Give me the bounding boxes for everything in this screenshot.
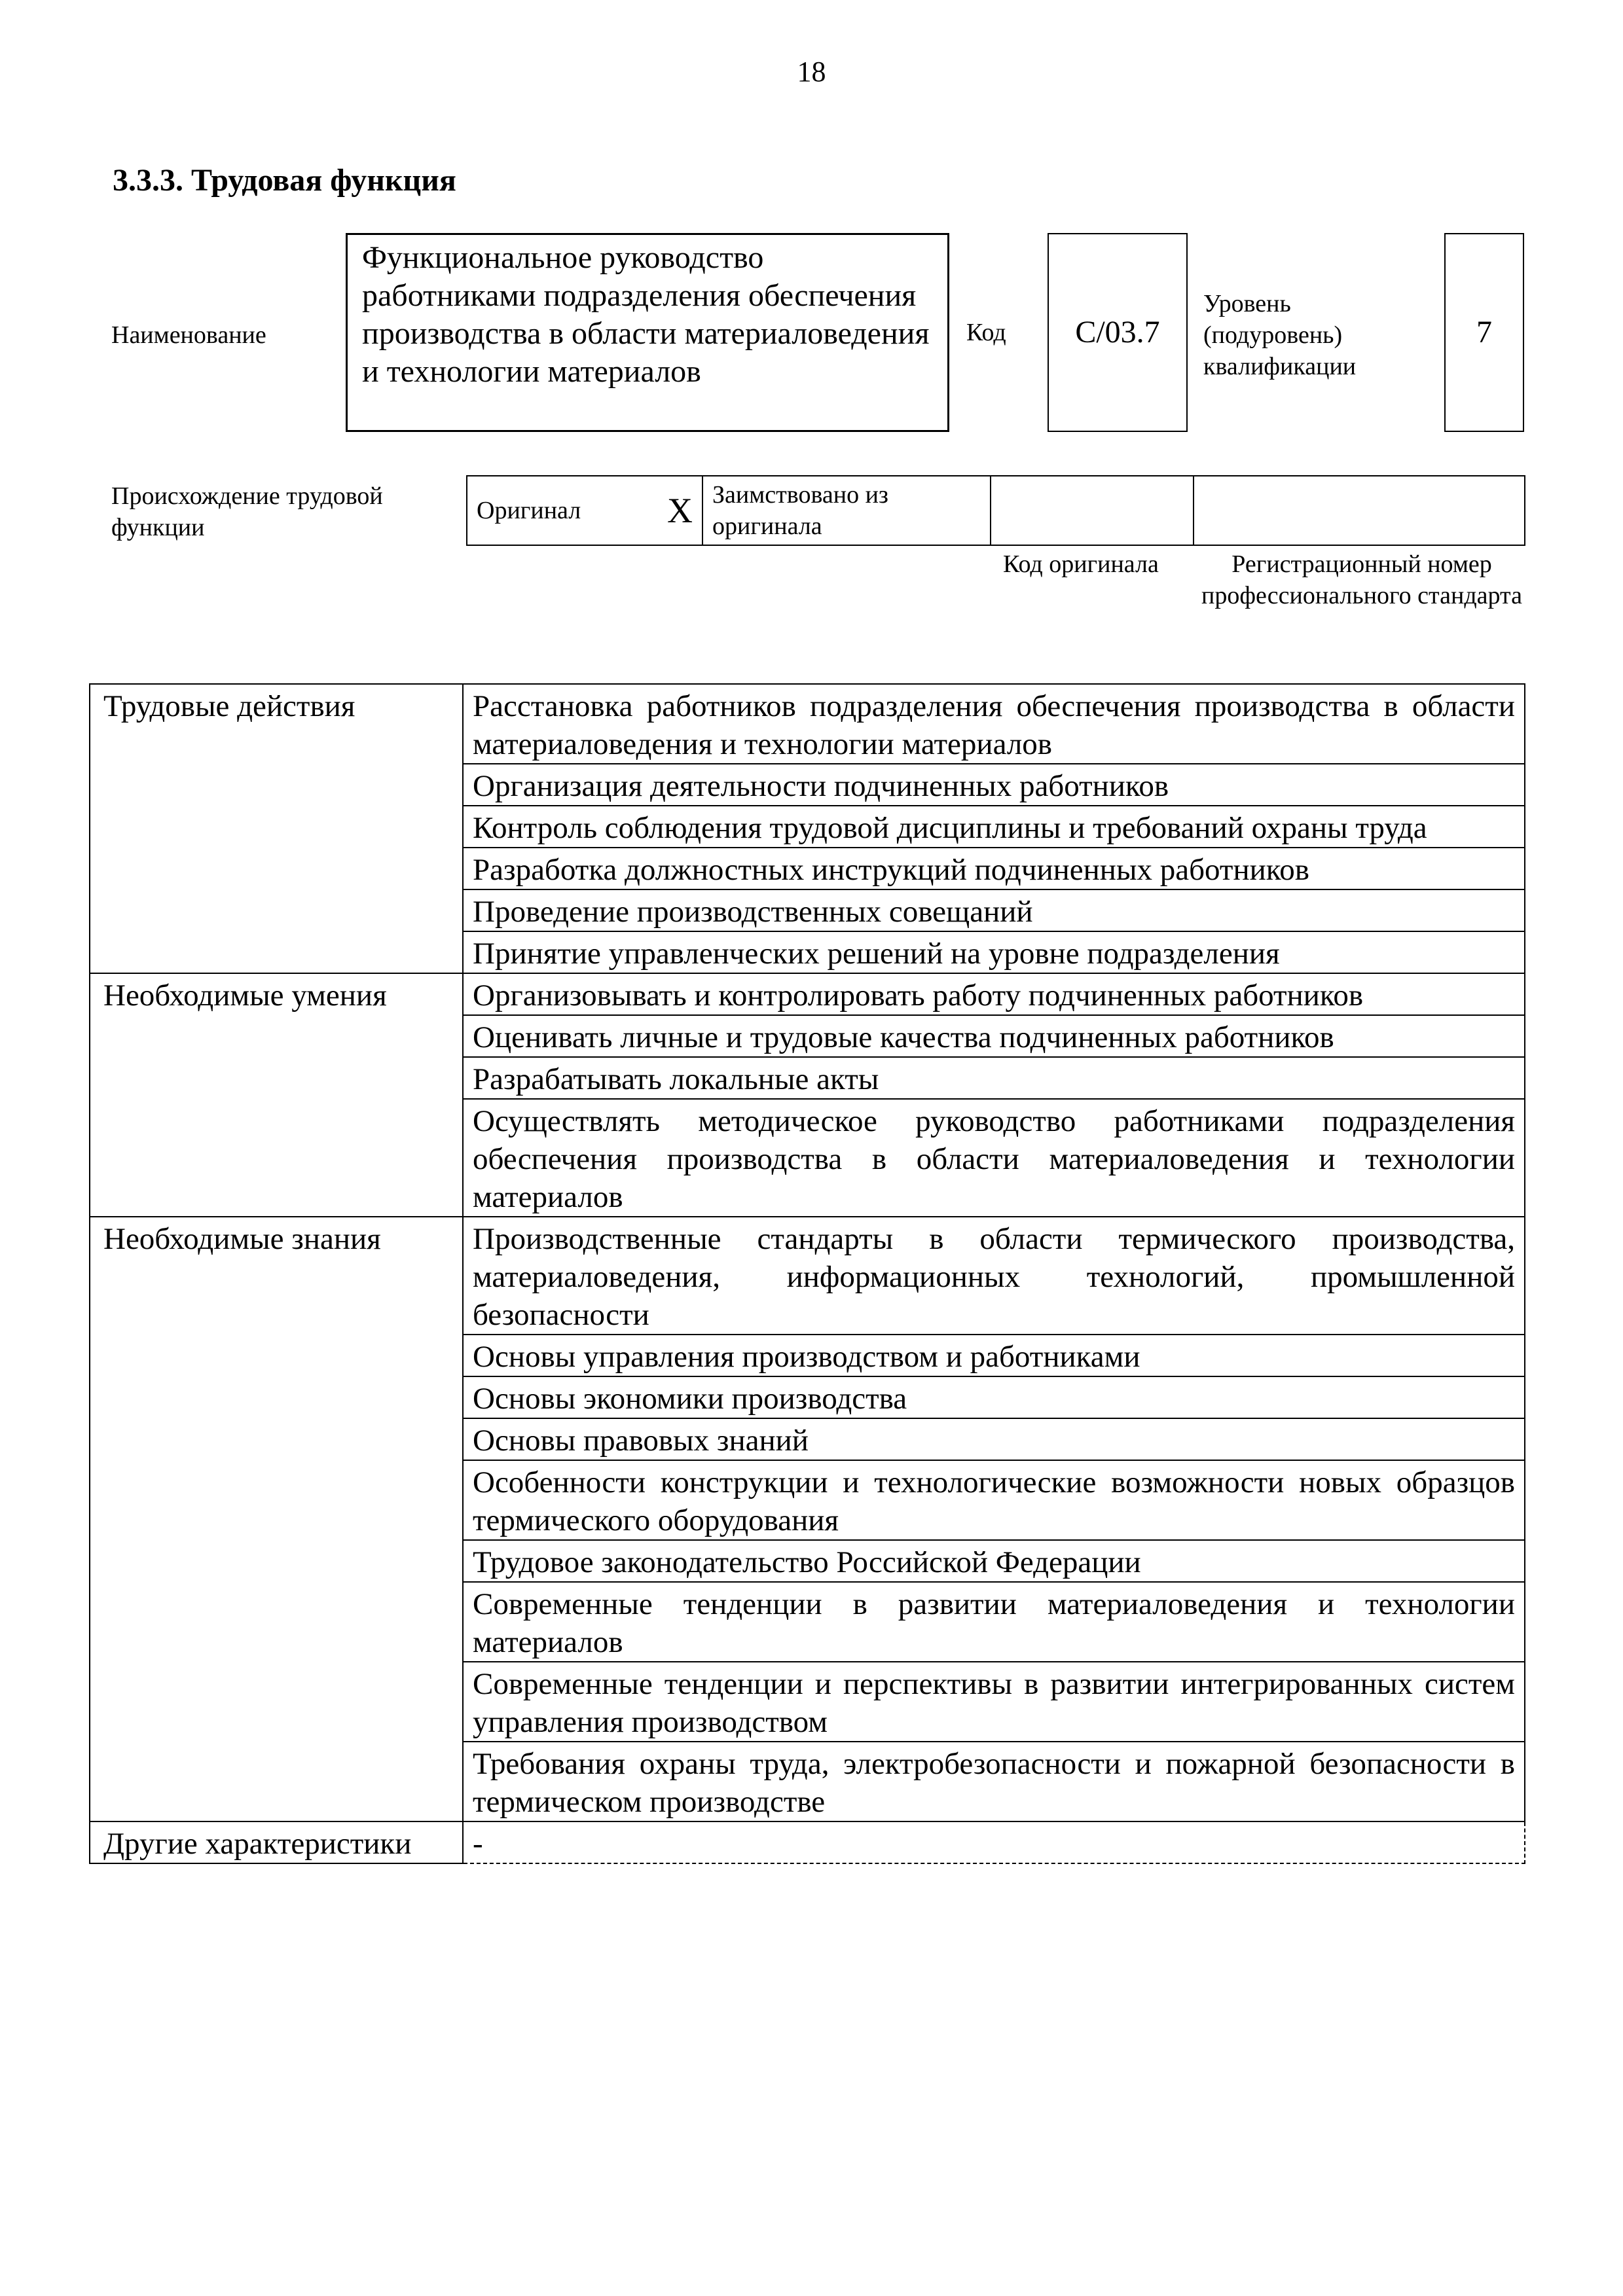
section-heading-continuation — [90, 1335, 463, 1376]
function-name-box — [346, 233, 949, 432]
original-mark: X — [667, 491, 693, 530]
table-row — [90, 1662, 1525, 1742]
origin-table — [466, 475, 1525, 546]
list-item: Разрабатывать локальные акты — [463, 1057, 1525, 1099]
table-row — [90, 1460, 1525, 1540]
table-row — [90, 764, 1525, 806]
list-item: Принятие управленческих решений на уровне подразделения — [463, 931, 1525, 973]
list-item: Оценивать личные и трудовые качества подчиненных работников — [463, 1015, 1525, 1057]
level-box — [1444, 233, 1524, 432]
section-heading-continuation — [90, 1376, 463, 1418]
reg-caption: Регистрационный номер профессионального стандарта — [1201, 550, 1522, 609]
list-item: Современные тенденции и перспективы в развитии интегрированных систем управления производством — [463, 1662, 1525, 1742]
borrowed-cell — [702, 476, 991, 545]
section-heading-continuation — [90, 1057, 463, 1099]
section-heading-continuation — [90, 1662, 463, 1742]
list-item: Производственные стандарты в области термического производства, материаловедения, информационных технологий, промышленной безопасности — [463, 1217, 1525, 1335]
list-item: Современные тенденции в развитии материаловедения и технологии материалов — [463, 1582, 1525, 1662]
table-row — [90, 1540, 1525, 1582]
code-caption: Код оригинала — [1003, 550, 1159, 578]
table-row — [90, 931, 1525, 973]
table-row — [90, 1821, 1525, 1863]
list-item: Трудовое законодательство Российской Федерации — [463, 1540, 1525, 1582]
list-item: Осуществлять методическое руководство работниками подразделения обеспечения производства в области материаловедения и технологии материалов — [463, 1099, 1525, 1217]
list-item: Контроль соблюдения трудовой дисциплины и требований охраны труда — [463, 806, 1525, 848]
borrowed-label: Заимствовано из оригинала — [712, 481, 888, 540]
section-heading-continuation — [90, 1582, 463, 1662]
level-label: Уровень (подуровень) квалификации — [1203, 290, 1357, 380]
table-row — [90, 1099, 1525, 1217]
section-heading-continuation — [90, 1099, 463, 1217]
list-item: - — [463, 1821, 1525, 1863]
section-heading-continuation — [90, 848, 463, 889]
section-heading-continuation — [90, 931, 463, 973]
table-row — [90, 1418, 1525, 1460]
list-item: Основы правовых знаний — [463, 1418, 1525, 1460]
list-item: Требования охраны труда, электробезопасности и пожарной безопасности в термическом производстве — [463, 1742, 1525, 1821]
code-box — [1048, 233, 1188, 432]
list-item: Основы экономики производства — [463, 1376, 1525, 1418]
table-row — [90, 1217, 1525, 1335]
reg-number-cell — [1194, 476, 1525, 545]
function-name-value: Функциональное руководство работниками подразделения обеспечения производства в области материаловедения и технологии материалов — [362, 240, 930, 389]
section-heading: Необходимые знания — [90, 1217, 463, 1335]
section-heading: Необходимые умения — [90, 973, 463, 1015]
level-value: 7 — [1476, 315, 1492, 350]
original-code-cell — [991, 476, 1194, 545]
section-heading-continuation — [90, 1015, 463, 1057]
page-number: 18 — [797, 56, 826, 88]
section-heading-continuation — [90, 1540, 463, 1582]
section-heading-continuation — [90, 1460, 463, 1540]
table-row — [90, 1742, 1525, 1821]
section-heading-continuation — [90, 1742, 463, 1821]
table-row — [90, 1057, 1525, 1099]
list-item: Особенности конструкции и технологические возможности новых образцов термического оборудования — [463, 1460, 1525, 1540]
table-row — [90, 889, 1525, 931]
list-item: Расстановка работников подразделения обеспечения производства в области материаловедения и технологии материалов — [463, 684, 1525, 764]
table-row — [90, 806, 1525, 848]
section-heading-continuation — [90, 1418, 463, 1460]
section-heading: Трудовые действия — [90, 684, 463, 764]
name-label: Наименование — [111, 321, 266, 349]
table-row — [90, 1376, 1525, 1418]
list-item: Организация деятельности подчиненных работников — [463, 764, 1525, 806]
section-title: 3.3.3. Трудовая функция — [113, 163, 456, 198]
list-item: Основы управления производством и работниками — [463, 1335, 1525, 1376]
original-label: Оригинал — [477, 497, 581, 524]
section-heading-continuation — [90, 806, 463, 848]
code-label: Код — [966, 319, 1006, 346]
table-row — [90, 1335, 1525, 1376]
list-item: Организовывать и контролировать работу подчиненных работников — [463, 973, 1525, 1015]
table-row — [90, 1015, 1525, 1057]
section-heading-continuation — [90, 889, 463, 931]
table-row — [90, 973, 1525, 1015]
list-item: Проведение производственных совещаний — [463, 889, 1525, 931]
table-row — [90, 684, 1525, 764]
list-item: Разработка должностных инструкций подчиненных работников — [463, 848, 1525, 889]
origin-label: Происхождение трудовой функции — [111, 482, 383, 541]
code-value: C/03.7 — [1075, 315, 1160, 350]
requirements-table — [89, 683, 1525, 1864]
original-cell — [467, 476, 702, 545]
section-heading-continuation — [90, 764, 463, 806]
table-row — [90, 1582, 1525, 1662]
table-row — [90, 848, 1525, 889]
section-heading: Другие характеристики — [90, 1821, 463, 1863]
